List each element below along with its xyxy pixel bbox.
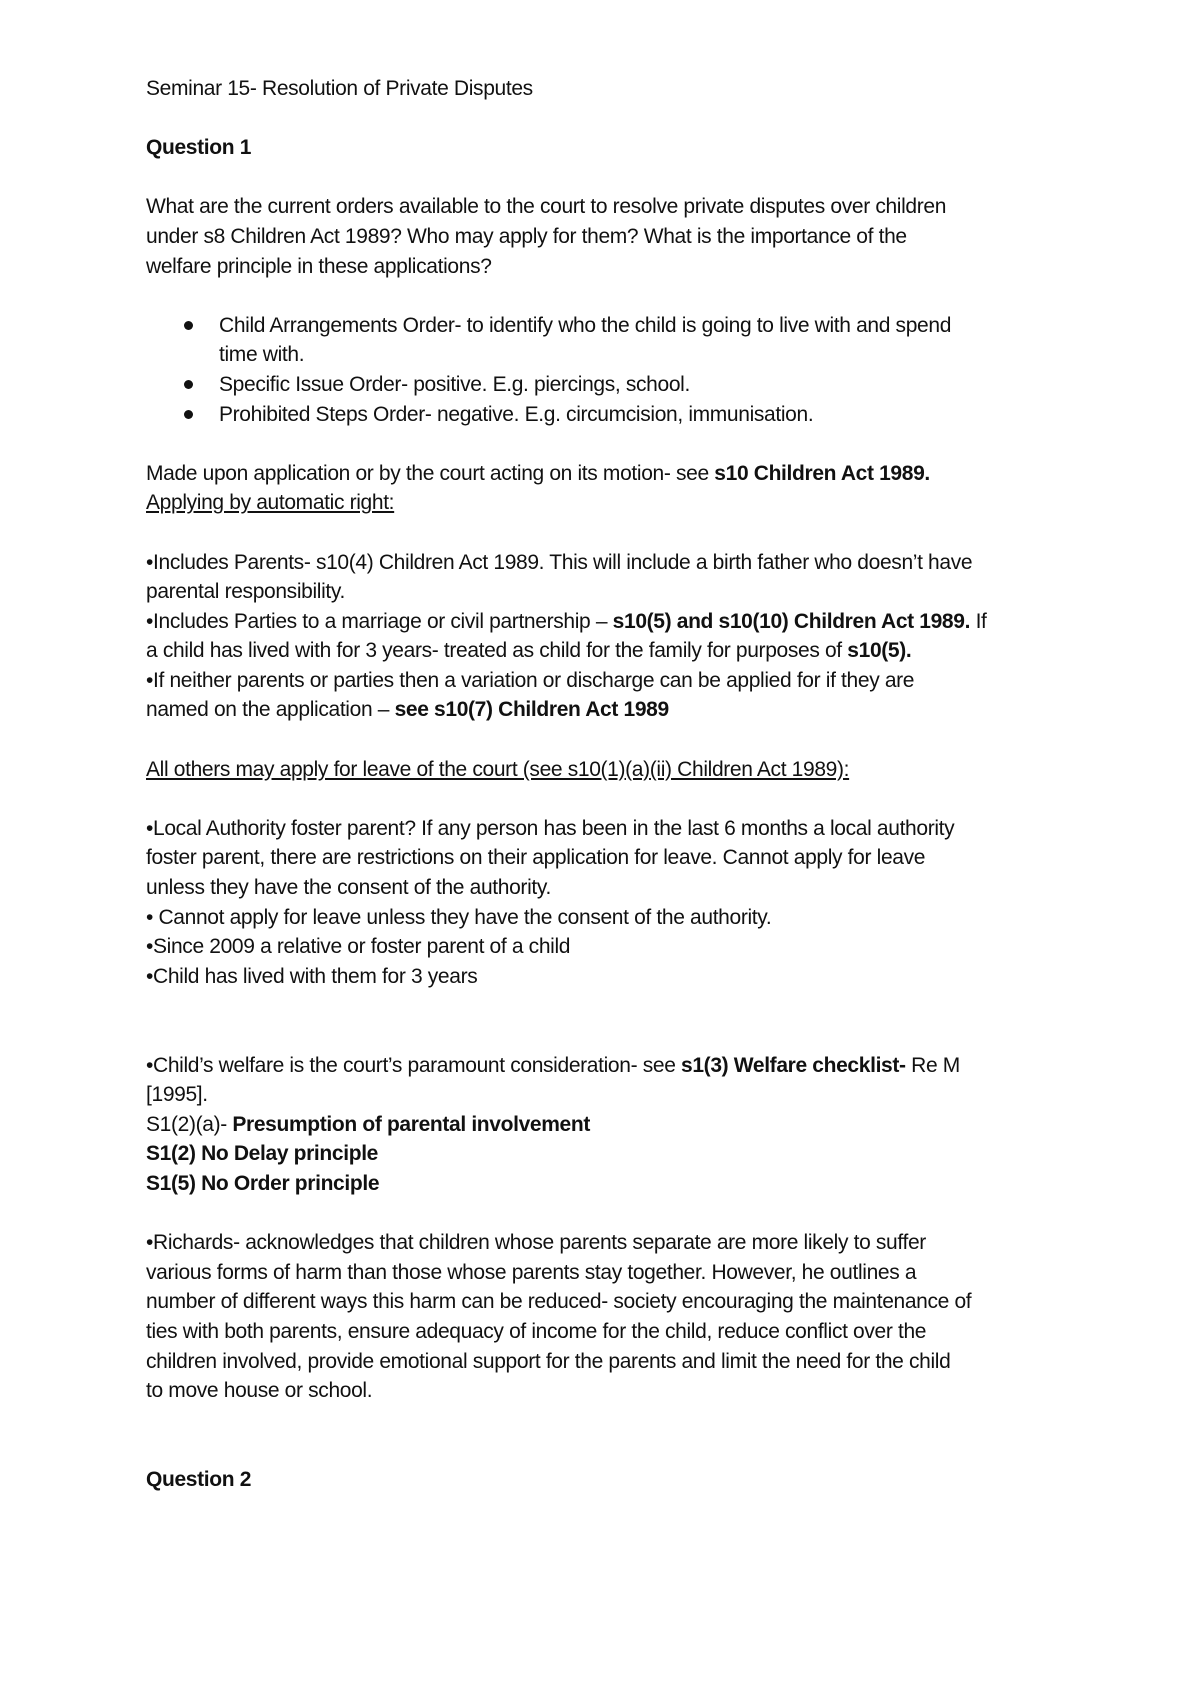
richards-line: to move house or school. [146, 1379, 373, 1403]
prompt-line: What are the current orders available to the court to resolve private disputes over children [146, 195, 947, 219]
prompt-line: welfare principle in these applications? [146, 254, 492, 278]
parties-line [146, 636, 1076, 666]
list-item-text: time with. [219, 343, 305, 367]
list-item-text: Child Arrangements Order- to identify who the child is going to live with and spend [219, 313, 952, 337]
document-body [146, 74, 1076, 1495]
leave-section [146, 814, 1076, 992]
made-upon-paragraph [146, 459, 1076, 489]
list-item-text: Prohibited Steps Order- negative. E.g. circumcision, immunisation. [219, 402, 814, 426]
richards-line: number of different ways this harm can be reduced- society encouraging the maintenance of [146, 1290, 972, 1314]
leave-line: foster parent, there are restrictions on their application for leave. Cannot apply for leave [146, 846, 926, 870]
orders-list [146, 311, 1076, 429]
richards-line: ties with both parents, ensure adequacy of income for the child, reduce conflict over the [146, 1319, 927, 1343]
leave-line: •Local Authority foster parent? If any person has been in the last 6 months a local authority [146, 816, 955, 840]
welfare-tail: Re M [905, 1053, 960, 1077]
question-1-prompt [146, 192, 1076, 281]
list-item [146, 370, 1076, 400]
leave-heading: All others may apply for leave of the court (see s10(1)(a)(ii) Children Act 1989): [146, 757, 850, 781]
welfare-text: •Child’s welfare is the court’s paramount consideration- see [146, 1053, 682, 1077]
richards-line: various forms of harm than those whose parents stay together. However, he outlines a [146, 1260, 917, 1284]
list-item [146, 400, 1076, 430]
neither-text: named on the application – [146, 698, 395, 722]
richards-line: children involved, provide emotional support for the parents and limit the need for the child [146, 1349, 951, 1373]
neither-line: •If neither parents or parties then a variation or discharge can be applied for if they are [146, 668, 915, 692]
statute-reference: see s10(7) Children Act 1989 [394, 698, 669, 722]
parents-line: •Includes Parents- s10(4) Children Act 1989. This will include a birth father who doesn’t have [146, 550, 973, 574]
bullet-icon [184, 410, 193, 419]
automatic-right-heading: Applying by automatic right: [146, 491, 395, 515]
principle-line: S1(2) No Delay principle [146, 1142, 379, 1166]
parties-line [146, 607, 1076, 637]
welfare-line: [1995]. [146, 1083, 208, 1107]
principle-line: S1(5) No Order principle [146, 1171, 380, 1195]
bullet-icon [184, 380, 193, 389]
leave-line: • Cannot apply for leave unless they have the consent of the authority. [146, 905, 772, 929]
statute-reference: s10(5). [847, 639, 912, 663]
list-item-text: Specific Issue Order- positive. E.g. piercings, school. [219, 372, 690, 396]
statute-reference: s10 Children Act 1989. [714, 461, 930, 485]
neither-line [146, 695, 1076, 725]
parents-line: parental responsibility. [146, 580, 345, 604]
leave-line: unless they have the consent of the authority. [146, 876, 551, 900]
statute-reference: s1(3) Welfare checklist- [681, 1053, 906, 1077]
richards-line: •Richards- acknowledges that children whose parents separate are more likely to suffer [146, 1231, 926, 1255]
parties-text: a child has lived with for 3 years- treated as child for the family for purposes of [146, 639, 848, 663]
principle-name: Presumption of parental involvement [232, 1112, 591, 1136]
list-item [146, 311, 1076, 370]
bullet-icon [184, 321, 193, 330]
leave-line: •Child has lived with them for 3 years [146, 964, 478, 988]
leave-line: •Since 2009 a relative or foster parent of a child [146, 935, 571, 959]
statute-reference: s10(5) and s10(10) Children Act 1989. [612, 609, 971, 633]
document-title: Seminar 15- Resolution of Private Disputes [146, 77, 533, 100]
question-2-heading: Question 2 [146, 1467, 252, 1491]
principle-line [146, 1110, 1076, 1140]
welfare-line [146, 1051, 1076, 1081]
parties-text: •Includes Parties to a marriage or civil partnership – [146, 609, 613, 633]
made-upon-text: Made upon application or by the court acting on its motion- see [146, 461, 715, 485]
question-1-heading: Question 1 [146, 136, 252, 160]
principle-prefix: S1(2)(a)- [146, 1112, 233, 1136]
prompt-line: under s8 Children Act 1989? Who may apply for them? What is the importance of the [146, 224, 907, 248]
parties-tail: If [970, 609, 987, 633]
richards-paragraph [146, 1228, 1076, 1406]
